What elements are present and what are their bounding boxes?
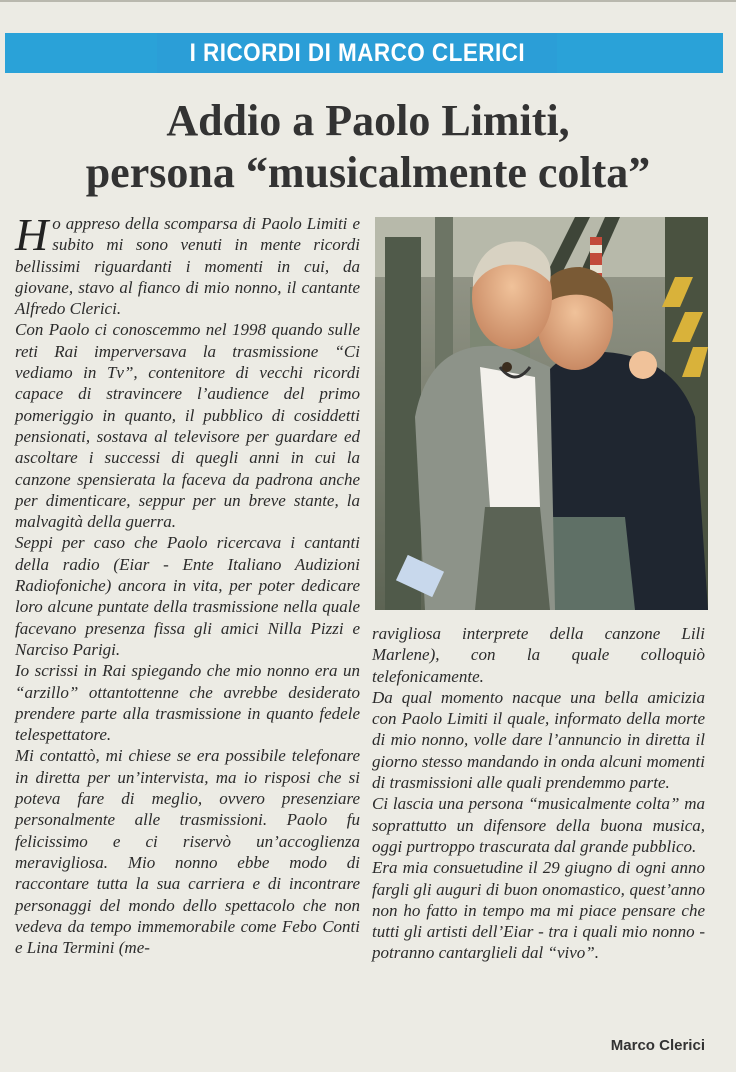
paragraph-text: o appreso della scomparsa di Paolo Limiti e subito mi sono venuti in mente ricordi bellissimi riguardanti i momenti in cui, da giovane, stavo al fianco di mio nonno, il cantante Alfredo Clerici. [15, 214, 360, 319]
article-column-right [372, 623, 705, 964]
drop-cap: H [15, 209, 49, 260]
article-column-left [15, 209, 360, 958]
headline-line-1: Addio a Paolo Limiti, [166, 96, 570, 145]
article-paragraph: Mi contattò, mi chiese se era possibile telefonare in diretta per un’intervista, ma io risposi che si poteva fare di meglio, ovvero presenziare personalmente alle trasmissioni. Paolo fu felicissimo e ci riservò un’accoglienza meravigliosa. Mio nonno ebbe modo di raccontare tutta la sua carriera e di incontrare personaggi del mondo dello spettacolo che non vedeva da tempo immemorabile come Febo Conti e Lina Termini (me- [15, 746, 360, 958]
article-photo [375, 217, 708, 610]
author-signature: Marco Clerici [610, 1037, 705, 1054]
article-paragraph: Ci lascia una persona “musicalmente colta” ma soprattutto un difensore della buona musica, oggi purtroppo trascurata dal grande pubblico. [372, 794, 705, 856]
article-paragraph: Io scrissi in Rai spiegando che mio nonno era un “arzillo” ottantottenne che avrebbe desiderato prendere parte alla trasmissione in quanto fedele telespettatore. [15, 661, 360, 745]
article-paragraph: Seppi per caso che Paolo ricercava i cantanti della radio (Eiar - Ente Italiano Audizioni Radiofoniche) ancora in vita, per poter dedicare loro alcune puntate della trasmissione nella quale facevano presenza fissa gli amici Nilla Pizzi e Narciso Parigi. [15, 533, 360, 659]
article-paragraph: Con Paolo ci conoscemmo nel 1998 quando sulle reti Rai imperversava la trasmissione “Ci vediamo in Tv”, contenitore di vecchi ricordi capace di stravincere l’audience del primo pomeriggio in quanto, il pubblico di cosiddetti pensionati, sostava al televisore per guardare ed ascoltare i successi di quegli anni in cui la canzone spensierata la faceva da padrona anche per dimenticare, seppur per un breve stante, la malvagità della guerra. [15, 320, 360, 532]
headline [0, 95, 736, 199]
top-rule [0, 0, 736, 2]
article-paragraph: ravigliosa interprete della canzone Lili Marlene), con la quale colloquiò telefonicamente. [372, 624, 705, 686]
section-title: I RICORDI DI MARCO CLERICI [189, 38, 525, 67]
article-paragraph: Da qual momento nacque una bella amicizia con Paolo Limiti il quale, informato della morte di mio nonno, volle dare l’annuncio in diretta il giorno stesso mandando in onda alcuni momenti di trasmissioni alle quali prendemmo parte. [372, 687, 705, 793]
section-header [157, 33, 557, 73]
section-header-band [5, 33, 723, 73]
article-paragraph: Era mia consuetudine il 29 giugno di ogni anno fargli gli auguri di buon onomastico, quest’anno non ho fatto in tempo ma mi piace pensare che tutti gli artisti dell’Eiar - tra i quali mio nonno - potranno cantarglieli dal “vivo”. [372, 858, 705, 963]
article-paragraph [15, 209, 360, 319]
headline-line-2: persona “musicalmente colta” [85, 148, 651, 197]
